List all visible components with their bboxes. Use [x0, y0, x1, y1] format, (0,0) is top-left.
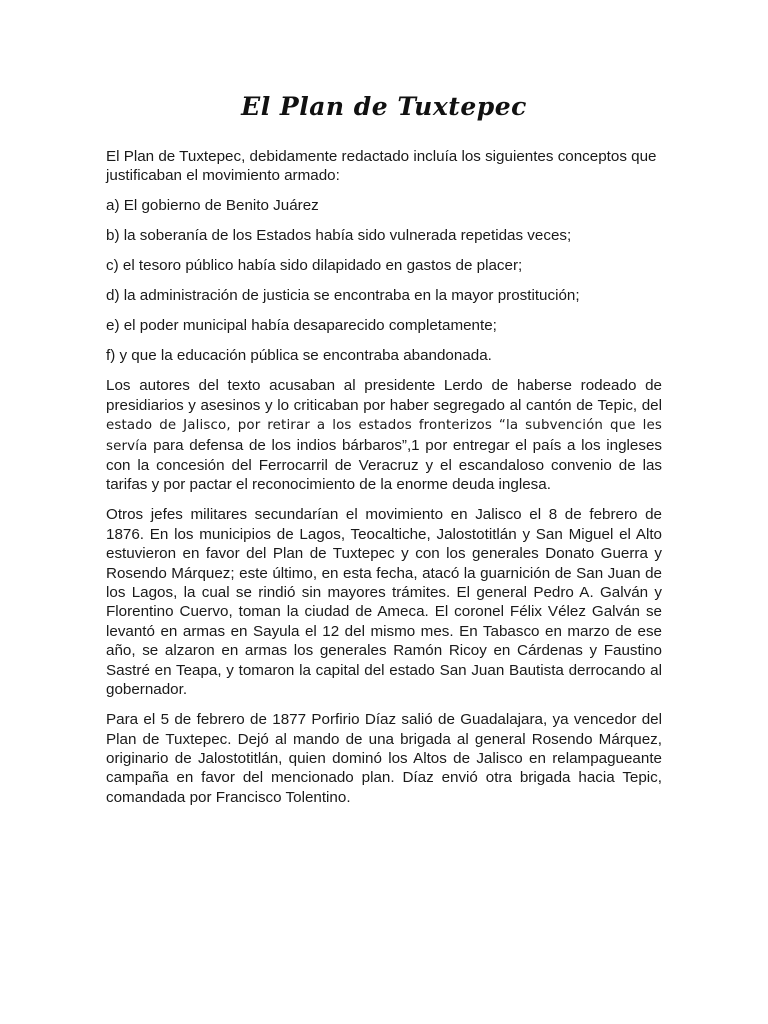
paragraph-jalisco: Otros jefes militares secundarían el movimiento en Jalisco el 8 de febrero de 1876. En los municipios de Lagos, Teocaltiche, Jalostotitlán y San Miguel el Alto estuvieron en favor del Plan de Tuxtepec y con los generales Donato Guerra y Rosendo Márquez; este último, en esta fecha, atacó la guarnición de San Juan de los Lagos, la cual se rindió sin mayores trámites. El general Pedro A. Galván y Florentino Cuervo, toman la ciudad de Ameca. El coronel Félix Vélez Galván se levantó en armas en Sayula el 12 del mismo mes. En Tabasco en marzo de ese año, se alzaron en armas los generales Ramón Ricoy en Cárdenas y Faustino Sastré en Teapa, y tomaron la capital del estado San Juan Bautista derrocando al gobernador. [106, 506, 662, 699]
paragraph-lerdo-part2: estado de Jalisco, por retirar a los estados fronterizos “la subvención que les servía [106, 418, 662, 454]
paragraph-lerdo [106, 376, 662, 494]
list-item: d) la administración de justicia se encontraba en la mayor prostitución; [106, 287, 580, 305]
list-item: b) la soberanía de los Estados había sido vulnerada repetidas veces; [106, 227, 572, 245]
list-item: c) el tesoro público había sido dilapidado en gastos de placer; [106, 257, 523, 275]
list-item: a) El gobierno de Benito Juárez [106, 197, 319, 215]
document-title: El Plan de Tuxtepec [241, 92, 527, 121]
list-item: f) y que la educación pública se encontraba abandonada. [106, 347, 492, 365]
paragraph-lerdo-part1: Los autores del texto acusaban al presidente Lerdo de haberse rodeado de presidiarios y asesinos y lo criticaban por haber segregado al cantón de Tepic, del [106, 377, 662, 414]
intro-paragraph: El Plan de Tuxtepec, debidamente redactado incluía los siguientes conceptos que justificaban el movimiento armado: [106, 148, 657, 185]
paragraph-lerdo-part3: para defensa de los indios bárbaros”,1 por entregar el país a los ingleses con la concesión del Ferrocarril de Veracruz y el escandaloso convenio de las tarifas y por pactar el reconocimiento de la enorme deuda inglesa. [106, 436, 662, 494]
document-body [106, 147, 662, 818]
list-item: e) el poder municipal había desaparecido completamente; [106, 317, 497, 335]
paragraph-diaz: Para el 5 de febrero de 1877 Porfirio Díaz salió de Guadalajara, ya vencedor del Plan de Tuxtepec. Dejó al mando de una brigada al general Rosendo Márquez, originario de Jalostotitlán, quien dominó los Altos de Jalisco en relampagueante campaña en favor del mencionado plan. Díaz envió otra brigada hacia Tepic, comandada por Francisco Tolentino. [106, 711, 662, 806]
